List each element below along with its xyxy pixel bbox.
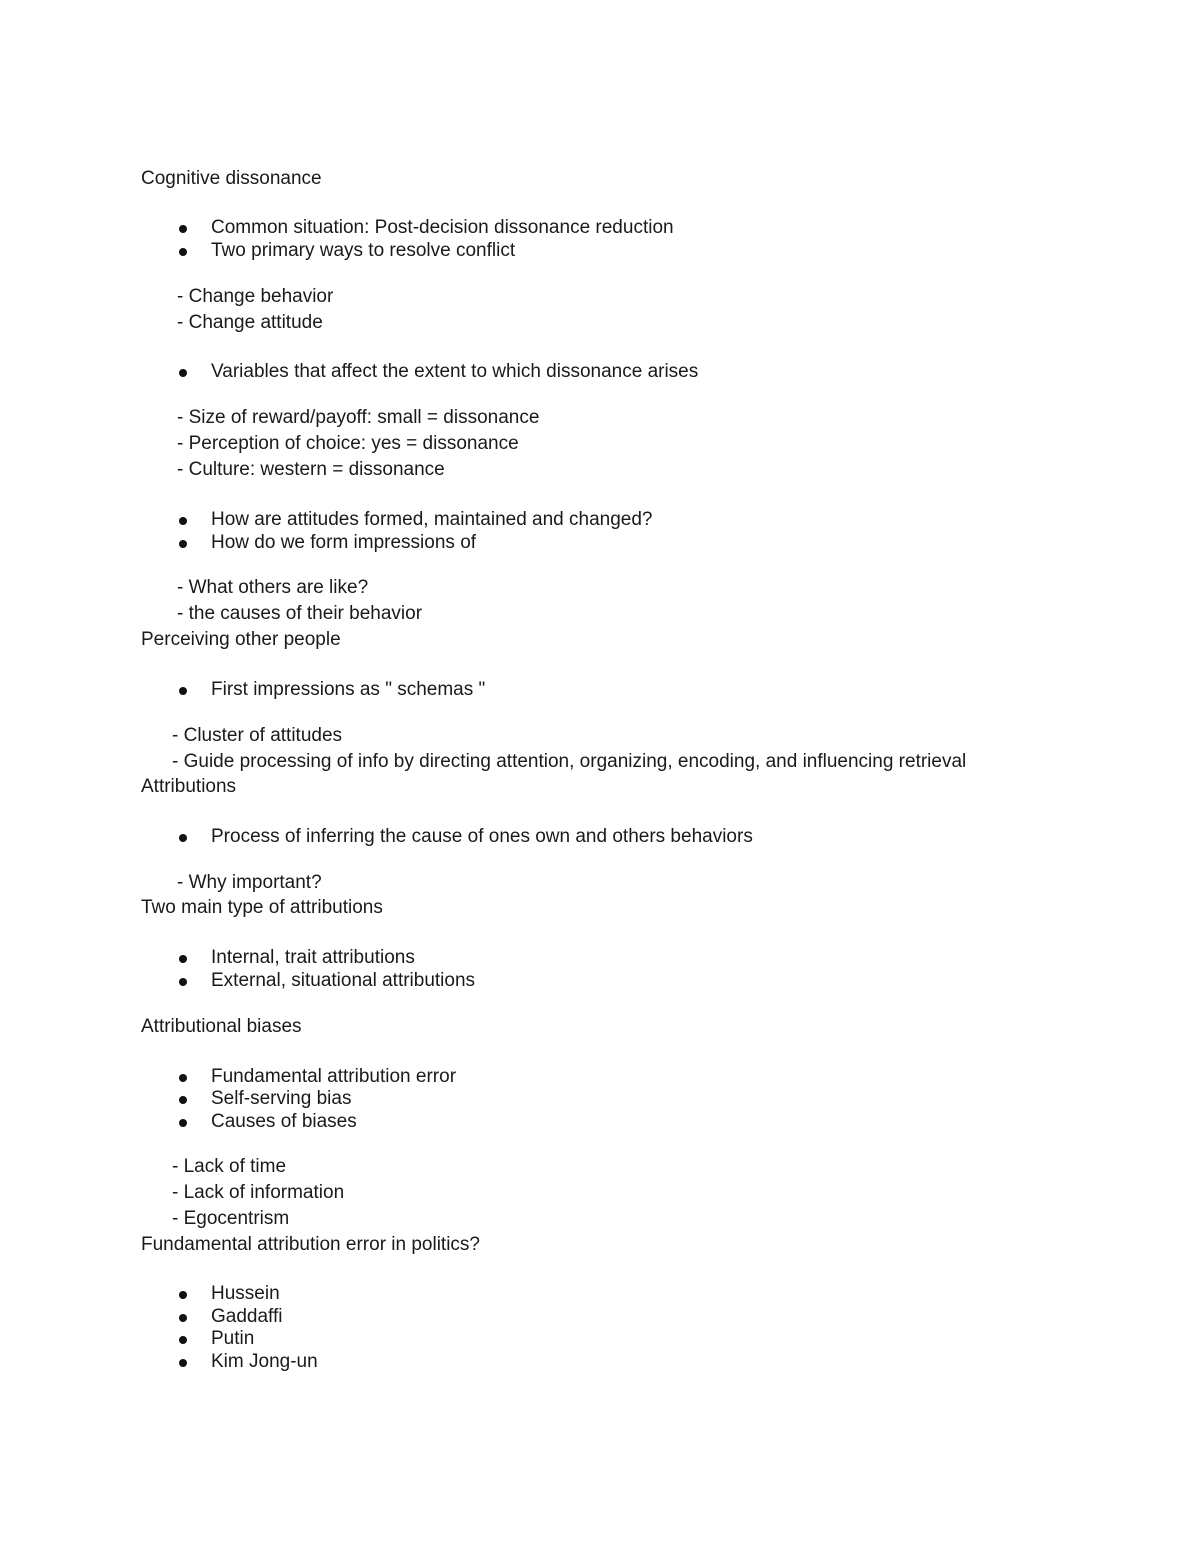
dash-item: - Perception of choice: yes = dissonance — [177, 433, 519, 454]
bullet-item: Process of inferring the cause of ones own and others behaviors — [211, 826, 753, 847]
bullet-dot-icon — [179, 517, 187, 525]
bullet-dot-icon — [179, 1359, 187, 1367]
bullet-dot-icon — [179, 978, 187, 986]
bullet-item: Common situation: Post-decision dissonance reduction — [211, 217, 674, 238]
dash-item: - Size of reward/payoff: small = dissonance — [177, 407, 540, 428]
section-heading: Fundamental attribution error in politics? — [141, 1234, 481, 1255]
bullet-item: How do we form impressions of — [211, 532, 477, 553]
dash-item: - Egocentrism — [172, 1208, 290, 1229]
section-heading: Attributions — [141, 776, 237, 797]
dash-item: - Change attitude — [177, 312, 323, 333]
dash-item: - Culture: western = dissonance — [177, 459, 445, 480]
section-heading: Two main type of attributions — [141, 897, 383, 918]
bullet-dot-icon — [179, 1096, 187, 1104]
bullet-dot-icon — [179, 687, 187, 695]
bullet-item: First impressions as " schemas " — [211, 679, 486, 700]
dash-item: - Guide processing of info by directing attention, organizing, encoding, and influencing retrieval — [172, 751, 967, 772]
bullet-dot-icon — [179, 1336, 187, 1344]
bullet-item: How are attitudes formed, maintained and changed? — [211, 509, 653, 530]
bullet-item: Variables that affect the extent to which dissonance arises — [211, 361, 699, 382]
bullet-item: Gaddaffi — [211, 1306, 283, 1327]
bullet-dot-icon — [179, 955, 187, 963]
section-heading: Cognitive dissonance — [141, 168, 322, 189]
bullet-item: Putin — [211, 1328, 255, 1349]
bullet-dot-icon — [179, 1074, 187, 1082]
bullet-dot-icon — [179, 1119, 187, 1127]
bullet-item: Hussein — [211, 1283, 280, 1304]
section-heading: Perceiving other people — [141, 629, 341, 650]
bullet-item: Kim Jong-un — [211, 1351, 318, 1372]
dash-item: - the causes of their behavior — [177, 603, 423, 624]
bullet-dot-icon — [179, 1291, 187, 1299]
dash-item: - Change behavior — [177, 286, 334, 307]
bullet-dot-icon — [179, 248, 187, 256]
bullet-item: Two primary ways to resolve conflict — [211, 240, 516, 261]
dash-item: - What others are like? — [177, 577, 369, 598]
bullet-item: Causes of biases — [211, 1111, 357, 1132]
bullet-item: Internal, trait attributions — [211, 947, 415, 968]
dash-item: - Cluster of attitudes — [172, 725, 343, 746]
section-heading: Attributional biases — [141, 1016, 302, 1037]
dash-item: - Lack of time — [172, 1156, 287, 1177]
bullet-item: External, situational attributions — [211, 970, 476, 991]
bullet-dot-icon — [179, 1314, 187, 1322]
bullet-dot-icon — [179, 834, 187, 842]
bullet-dot-icon — [179, 369, 187, 377]
bullet-dot-icon — [179, 540, 187, 548]
dash-item: - Why important? — [177, 872, 322, 893]
bullet-item: Fundamental attribution error — [211, 1066, 457, 1087]
dash-item: - Lack of information — [172, 1182, 345, 1203]
bullet-dot-icon — [179, 225, 187, 233]
bullet-item: Self-serving bias — [211, 1088, 352, 1109]
